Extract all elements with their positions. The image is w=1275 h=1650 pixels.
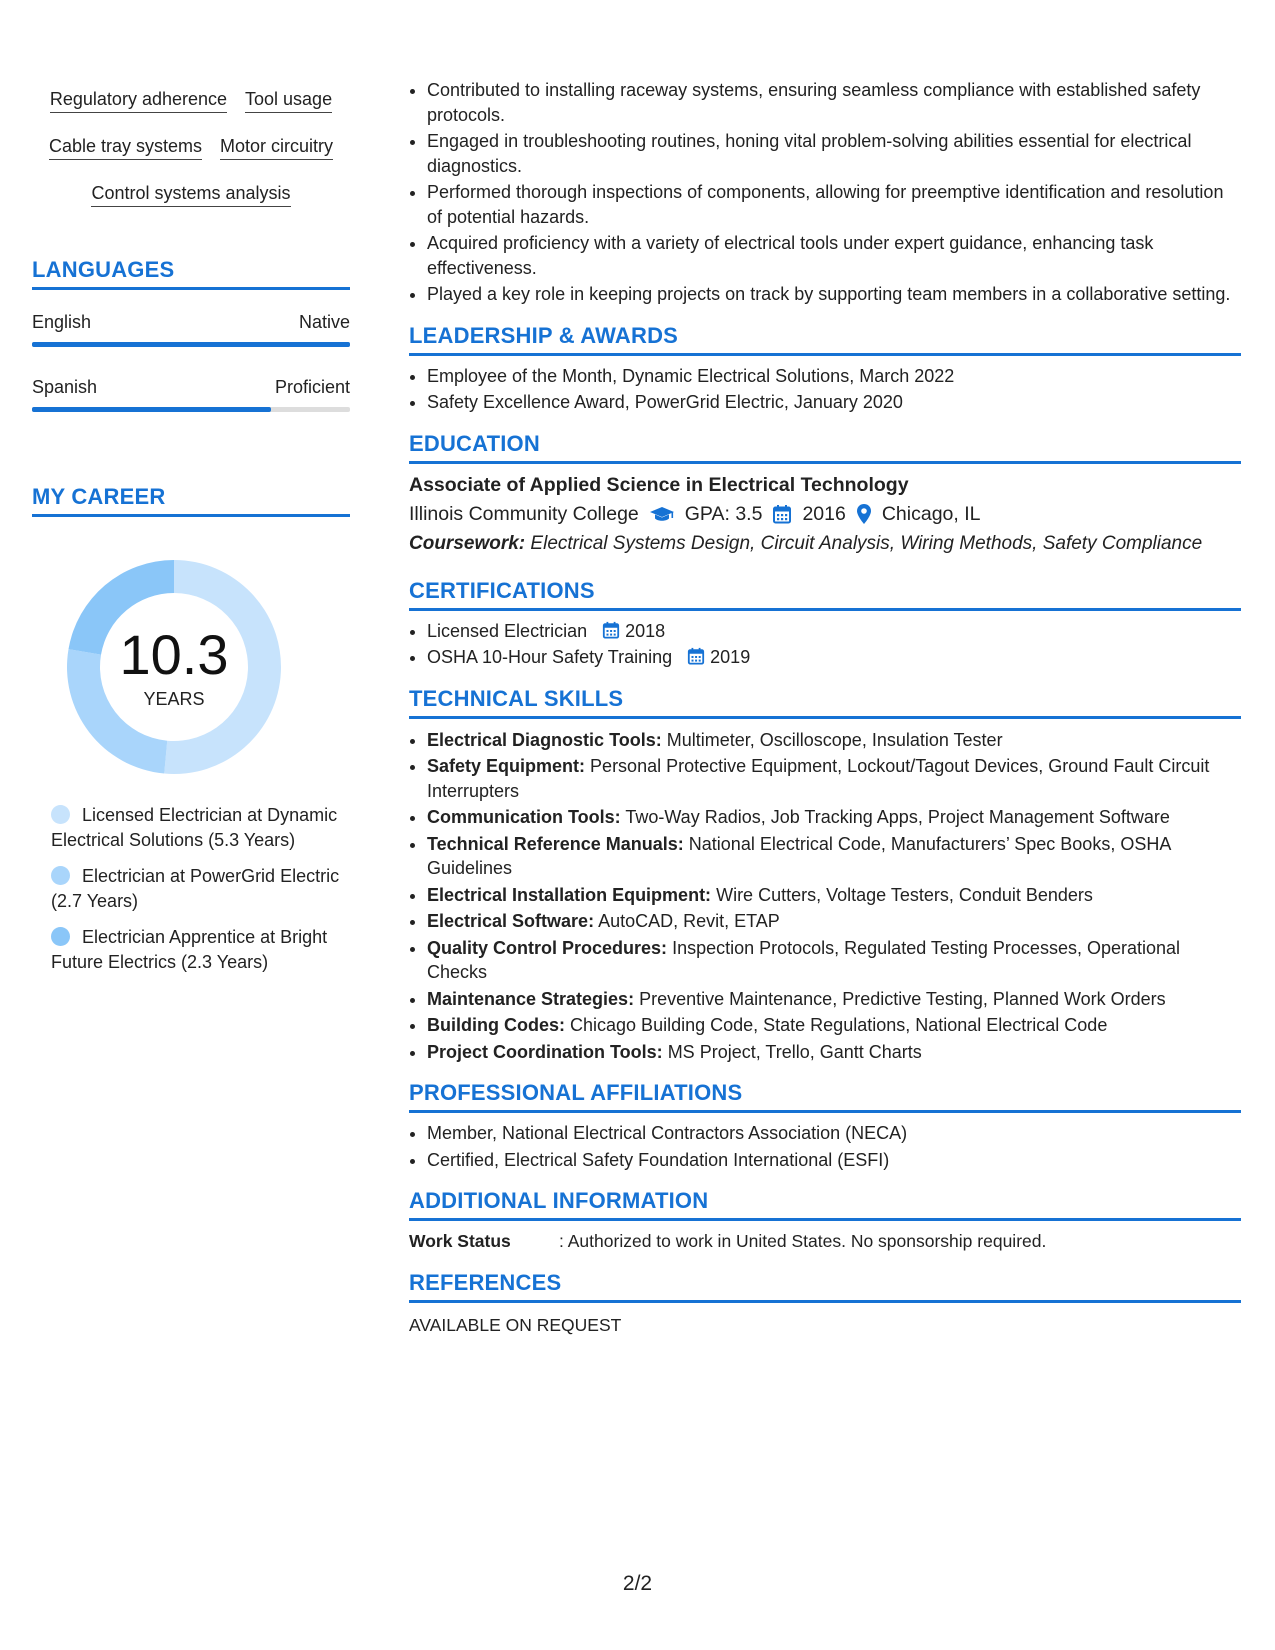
list-item	[427, 832, 1241, 881]
skill-tag: Tool usage	[245, 88, 332, 113]
education-title: EDUCATION	[409, 431, 1241, 464]
language-name: English	[32, 312, 92, 332]
skill-label: Electrical Installation Equipment:	[427, 884, 712, 905]
left-column	[32, 78, 350, 986]
skill-tag: Cable tray systems	[49, 135, 202, 160]
school-name: Illinois Community College	[409, 502, 639, 525]
degree-title: Associate of Applied Science in Electrical Technology	[409, 473, 909, 496]
list-item: • Acquired proficiency with a variety of electrical tools under expert guidance, enhancing task effectiveness.	[427, 231, 1241, 280]
legend-label: Licensed Electrician at Dynamic Electrical Solutions (5.3 Years)	[51, 805, 338, 850]
career-title: MY CAREER	[32, 484, 350, 517]
list-item	[427, 645, 1241, 670]
list-item	[427, 987, 1241, 1012]
language-name: Spanish	[32, 377, 98, 397]
skill-tag: Regulatory adherence	[50, 88, 227, 113]
skills-list	[32, 78, 350, 207]
legend-dot	[51, 866, 70, 885]
references-value: AVAILABLE ON REQUEST	[409, 1315, 622, 1335]
references-title: REFERENCES	[409, 1270, 1241, 1303]
list-item	[427, 805, 1241, 830]
skill-label: Communication Tools:	[427, 807, 621, 827]
work-status-row	[409, 1231, 1241, 1252]
list-item	[427, 936, 1241, 985]
leadership-title: LEADERSHIP & AWARDS	[409, 323, 1241, 356]
career-legend-item	[51, 864, 341, 913]
cert-year: 2018	[625, 620, 666, 641]
location: Chicago, IL	[881, 502, 981, 525]
cert-name: OSHA 10-Hour Safety Training	[427, 647, 673, 667]
list-item	[427, 754, 1241, 803]
skill-label: Electrical Software:	[427, 911, 595, 931]
career-unit: YEARS	[143, 689, 205, 709]
certifications-section	[409, 578, 1241, 670]
page-number: 2/2	[622, 1572, 653, 1595]
additional-info-title: ADDITIONAL INFORMATION	[409, 1188, 1241, 1221]
skill-tag: Motor circuitry	[220, 135, 333, 160]
language-item	[32, 377, 350, 412]
list-item: • Engaged in troubleshooting routines, honing vital problem-solving abilities essential for electrical diagnostics.	[427, 129, 1241, 178]
technical-skills-section	[409, 686, 1241, 1065]
language-bar-fill	[32, 342, 350, 347]
skill-value: Two-Way Radios, Job Tracking Apps, Project Management Software	[625, 807, 1170, 827]
career-section	[32, 484, 350, 974]
list-item	[427, 1013, 1241, 1038]
skill-label: Safety Equipment:	[427, 756, 586, 776]
list-item	[427, 619, 1241, 644]
skill-value: Preventive Maintenance, Predictive Testing, Planned Work Orders	[639, 988, 1166, 1009]
career-legend-item	[51, 803, 341, 852]
language-bar	[32, 342, 350, 347]
work-status-label: Work Status	[409, 1231, 511, 1251]
skill-label: Quality Control Procedures:	[427, 937, 668, 958]
skill-value: MS Project, Trello, Gantt Charts	[667, 1041, 922, 1062]
map-pin-icon	[856, 503, 872, 525]
career-donut	[64, 557, 284, 777]
career-legend	[32, 803, 341, 974]
calendar-icon	[772, 504, 792, 524]
languages-title: LANGUAGES	[32, 257, 350, 290]
language-level: Native	[298, 312, 350, 332]
language-bar-fill	[32, 407, 271, 412]
affiliations-section	[409, 1080, 1241, 1172]
list-item	[427, 883, 1241, 908]
additional-info-section	[409, 1188, 1241, 1252]
graduation-cap-icon	[649, 504, 675, 524]
experience-bullets	[409, 78, 1241, 307]
list-item: • Contributed to installing raceway systems, ensuring seamless compliance with established safety protocols.	[427, 78, 1241, 127]
skill-label: Electrical Diagnostic Tools:	[427, 729, 662, 750]
skill-tag: Control systems analysis	[91, 182, 290, 207]
list-item	[427, 909, 1241, 934]
cert-year: 2019	[710, 647, 751, 667]
list-item: • Member, National Electrical Contractors Association (NECA)	[427, 1121, 1241, 1146]
skill-value: National Electrical Code, Manufacturers’ Spec Books, OSHA Guidelines	[427, 833, 1171, 878]
language-bar	[32, 407, 350, 412]
legend-label: Electrician Apprentice at Bright Future Electrics (2.3 Years)	[51, 927, 328, 972]
list-item: • Performed thorough inspections of components, allowing for preemptive identification and resolution of potential hazards.	[427, 180, 1241, 229]
legend-dot	[51, 805, 70, 824]
language-level: Proficient	[274, 377, 350, 397]
language-item	[32, 312, 350, 347]
list-item: • Employee of the Month, Dynamic Electrical Solutions, March 2022	[427, 364, 1241, 389]
certifications-title: CERTIFICATIONS	[409, 578, 1241, 611]
skill-value: AutoCAD, Revit, ETAP	[598, 911, 780, 931]
coursework-label: Coursework:	[409, 532, 526, 554]
list-item	[427, 1040, 1241, 1065]
cert-name: Licensed Electrician	[427, 620, 588, 641]
education-section	[409, 431, 1241, 556]
affiliations-title: PROFESSIONAL AFFILIATIONS	[409, 1080, 1241, 1113]
coursework-value: Electrical Systems Design, Circuit Analysis, Wiring Methods, Safety Compliance	[530, 532, 1203, 554]
calendar-icon	[687, 647, 705, 665]
skill-label: Project Coordination Tools:	[427, 1041, 663, 1062]
career-total: 10.3	[119, 623, 229, 686]
graduation-year: 2016	[802, 502, 846, 525]
skill-value: Wire Cutters, Voltage Testers, Conduit Benders	[716, 884, 1093, 905]
coursework	[409, 532, 1241, 556]
skill-label: Technical Reference Manuals:	[427, 833, 684, 854]
skill-value: Inspection Protocols, Regulated Testing Processes, Operational Checks	[427, 937, 1181, 982]
skill-label: Building Codes:	[427, 1015, 565, 1035]
skill-value: Multimeter, Oscilloscope, Insulation Tester	[666, 729, 1003, 750]
work-status-value: : Authorized to work in United States. No sponsorship required.	[559, 1231, 1047, 1251]
calendar-icon	[602, 621, 620, 639]
list-item	[427, 728, 1241, 753]
legend-dot	[51, 927, 70, 946]
references-section	[409, 1270, 1241, 1336]
education-meta	[409, 503, 1241, 526]
skill-value: Personal Protective Equipment, Lockout/Tagout Devices, Ground Fault Circuit Interrupters	[427, 756, 1210, 801]
technical-skills-title: TECHNICAL SKILLS	[409, 686, 1241, 719]
gpa: GPA: 3.5	[684, 502, 763, 525]
right-column	[409, 78, 1241, 1336]
languages-section	[32, 257, 350, 412]
skill-value: Chicago Building Code, State Regulations, National Electrical Code	[570, 1015, 1108, 1035]
career-legend-item	[51, 925, 341, 974]
list-item: • Safety Excellence Award, PowerGrid Electric, January 2020	[427, 390, 1241, 415]
list-item: • Played a key role in keeping projects on track by supporting team members in a collaborative setting.	[427, 282, 1241, 307]
list-item: • Certified, Electrical Safety Foundation International (ESFI)	[427, 1148, 1241, 1173]
leadership-section	[409, 323, 1241, 415]
legend-label: Electrician at PowerGrid Electric (2.7 Years)	[51, 866, 340, 911]
skill-label: Maintenance Strategies:	[427, 988, 635, 1009]
